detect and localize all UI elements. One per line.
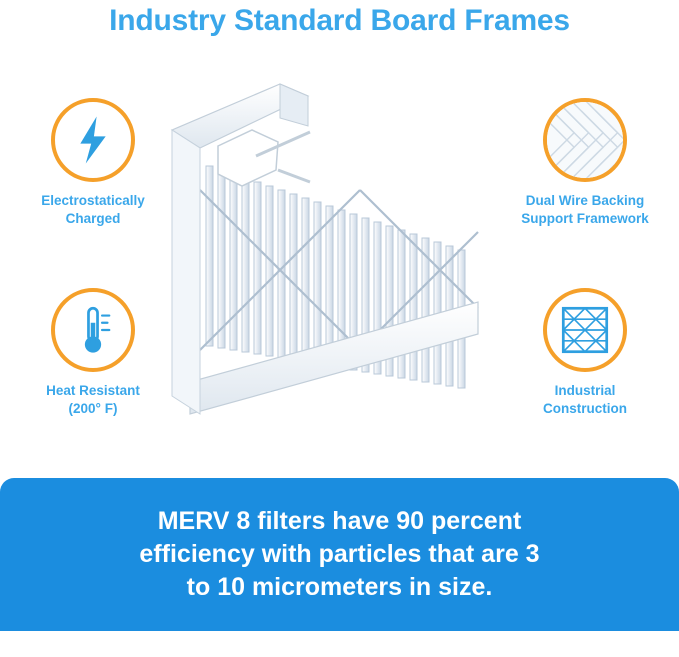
thermometer-icon <box>51 288 135 372</box>
feature-label-line: Dual Wire Backing <box>525 193 645 208</box>
feature-label <box>8 192 178 228</box>
feature-label-line: Construction <box>543 401 627 417</box>
feature-label-line: Charged <box>65 211 121 227</box>
feature-dual-wire-backing <box>500 98 670 228</box>
feature-label <box>500 382 670 418</box>
feature-label <box>500 192 670 228</box>
merv-rating-banner <box>0 478 679 631</box>
banner-line: MERV 8 filters have 90 percent <box>157 507 522 535</box>
feature-label-line: Industrial <box>554 383 616 398</box>
feature-label-line: (200° F) <box>68 401 118 417</box>
feature-label-line: Support Framework <box>521 211 649 227</box>
feature-industrial-construction <box>500 288 670 418</box>
lightning-bolt-icon <box>51 98 135 182</box>
wire-mesh-icon <box>543 98 627 182</box>
page-title: Industry Standard Board Frames <box>109 4 570 37</box>
banner-line: efficiency with particles that are 3 <box>139 540 540 568</box>
feature-electrostatically-charged <box>8 98 178 228</box>
product-image <box>160 70 500 460</box>
lattice-grid-icon <box>543 288 627 372</box>
feature-label-line: Heat Resistant <box>46 383 140 398</box>
feature-label <box>8 382 178 418</box>
banner-text <box>113 505 565 604</box>
feature-label-line: Electrostatically <box>41 193 145 208</box>
banner-line: to 10 micrometers in size. <box>186 573 493 601</box>
filter-illustration <box>160 70 500 460</box>
feature-heat-resistant <box>8 288 178 418</box>
